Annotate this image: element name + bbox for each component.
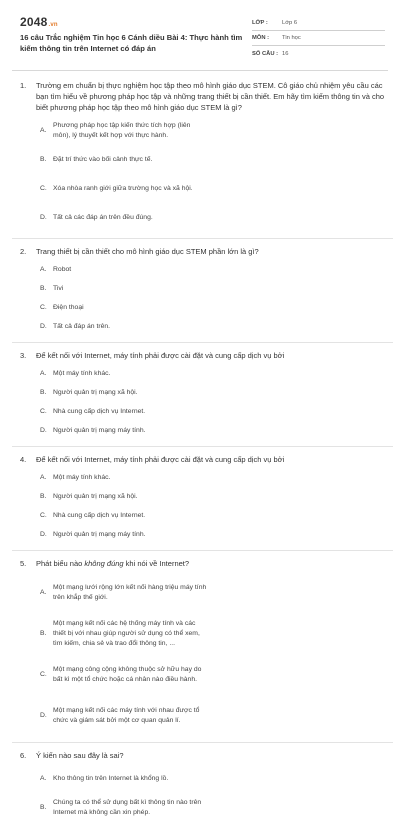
question-divider — [12, 550, 393, 551]
option-letter: B. — [40, 389, 47, 396]
option-b[interactable] — [40, 795, 215, 821]
option-text: Một máy tính khác. — [53, 474, 111, 481]
option-letter: D. — [40, 323, 47, 330]
option-b[interactable] — [40, 385, 215, 401]
option-letter: A. — [40, 474, 47, 481]
meta-table — [252, 16, 385, 61]
question-text: Ý kiến nào sau đây là sai? — [36, 751, 124, 760]
option-text: Một mạng lưới rộng lớn kết nối hàng triệu máy tính trên khắp thế giới. — [53, 584, 207, 601]
option-b[interactable] — [40, 615, 215, 653]
question-number: 5. — [20, 559, 27, 568]
option-text: Robot — [53, 266, 72, 273]
option-a[interactable] — [40, 262, 215, 278]
option-letter: B. — [40, 156, 47, 163]
option-b[interactable] — [40, 281, 215, 297]
option-d[interactable] — [40, 205, 215, 231]
brand-name: 2048 — [20, 15, 48, 29]
option-a[interactable] — [40, 366, 215, 382]
option-letter: A. — [40, 266, 47, 273]
option-a[interactable] — [40, 118, 215, 144]
brand-suffix: .vn — [48, 22, 58, 28]
option-d[interactable] — [40, 423, 215, 439]
option-text: Kho thông tin trên Internet là khổng lồ. — [53, 775, 169, 782]
document-header — [20, 12, 385, 64]
option-letter: C. — [40, 671, 47, 678]
option-letter: B. — [40, 630, 47, 637]
option-text: Người quản trị mạng máy tính. — [53, 427, 146, 434]
question-number: 4. — [20, 455, 27, 464]
meta-row-class — [252, 16, 385, 31]
option-d[interactable] — [40, 319, 215, 335]
option-grid — [20, 470, 385, 546]
question-divider — [12, 742, 393, 743]
option-c[interactable] — [40, 300, 215, 316]
option-grid — [20, 574, 385, 738]
option-text: Điện thoại — [53, 304, 84, 311]
option-letter: C. — [40, 304, 47, 311]
option-text: Xóa nhòa ranh giới giữa trường học và xã hội. — [53, 185, 193, 192]
question-text: Trang thiết bị cần thiết cho mô hình giáo dục STEM phần lớn là gì? — [36, 247, 259, 256]
option-letter: A. — [40, 775, 47, 782]
option-letter: A. — [40, 589, 47, 596]
option-letter: C. — [40, 512, 47, 519]
option-a[interactable] — [40, 574, 215, 612]
option-letter: D. — [40, 427, 47, 434]
option-text: Tivi — [53, 285, 64, 292]
meta-value: Lớp 6 — [282, 20, 298, 26]
option-text: Một máy tính khác. — [53, 370, 111, 377]
meta-value: 16 — [282, 50, 289, 57]
option-c[interactable] — [40, 508, 215, 524]
option-text: Phương pháp học tập kiến thức tích hợp (liên môn), lý thuyết kết hợp với thực hành. — [53, 122, 191, 139]
option-text: Một mạng kết nối các hệ thống máy tính và các thiết bị với nhau giúp người sử dụng có thể xem, tìm kiếm, chia sẻ và trao đổi thông tin, ... — [53, 620, 200, 647]
option-grid — [20, 766, 385, 824]
header-divider — [12, 70, 388, 71]
question-1 — [20, 80, 385, 239]
option-letter: A. — [40, 370, 47, 377]
option-grid — [20, 366, 385, 442]
question-text: Để kết nối với Internet, máy tính phải được cài đặt và cung cấp dịch vụ bởi — [36, 351, 285, 360]
question-number: 3. — [20, 351, 27, 360]
meta-label: SỐ CÂU : — [252, 50, 279, 57]
option-text: Tất cả các đáp án trên đều đúng. — [53, 214, 153, 221]
option-text: Tất cả đáp án trên. — [53, 323, 111, 330]
option-b[interactable] — [40, 147, 215, 173]
option-c[interactable] — [40, 656, 215, 694]
option-a[interactable] — [40, 470, 215, 486]
option-letter: D. — [40, 214, 47, 221]
option-letter: B. — [40, 285, 47, 292]
option-d[interactable] — [40, 697, 215, 735]
option-letter: B. — [40, 804, 47, 811]
option-text: Người quản trị mạng xã hội. — [53, 493, 138, 500]
question-number: 1. — [20, 81, 27, 90]
question-emphasis: không đúng — [84, 559, 124, 568]
option-c[interactable] — [40, 176, 215, 202]
question-divider — [12, 342, 393, 343]
option-text: Người quản trị mạng xã hội. — [53, 389, 138, 396]
question-text: Trường em chuẩn bị thực nghiệm học tập theo mô hình giáo dục STEM. Cô giáo chủ nhiệm yêu cầu các bạn tìm hiểu về phương pháp học tập và những trang thiết bị cần thiết. Em hãy tìm kiếm thông tin và cho biết phương pháp học tập theo mô hình giáo dục STEM là gì? — [36, 81, 385, 112]
option-letter: D. — [40, 712, 47, 719]
question-number: 6. — [20, 751, 27, 760]
option-text: Người quản trị mạng máy tính. — [53, 531, 146, 538]
option-letter: C. — [40, 408, 47, 415]
option-grid — [20, 118, 385, 234]
question-3 — [20, 350, 385, 447]
option-grid — [20, 262, 385, 338]
question-5 — [20, 558, 385, 743]
option-letter: D. — [40, 531, 47, 538]
meta-row-subject — [252, 31, 385, 46]
option-letter: B. — [40, 493, 47, 500]
site-logo[interactable] — [20, 15, 58, 29]
question-2 — [20, 246, 385, 343]
option-text: Chúng ta có thể sử dụng bất kì thông tin nào trên Internet mà không cần xin phép. — [53, 799, 202, 816]
option-text: Nhà cung cấp dịch vụ Internet. — [53, 512, 146, 519]
option-text: Nhà cung cấp dịch vụ Internet. — [53, 408, 146, 415]
option-text: Một mạng kết nối các máy tính với nhau được tổ chức và giám sát bởi một cơ quan quản lí. — [53, 707, 200, 724]
option-d[interactable] — [40, 527, 215, 543]
question-text-part: khi nói về Internet? — [123, 559, 190, 568]
question-text: Để kết nối với Internet, máy tính phải được cài đặt và cung cấp dịch vụ bởi — [36, 455, 285, 464]
question-list — [20, 80, 385, 831]
question-4 — [20, 454, 385, 551]
option-letter: A. — [40, 127, 47, 134]
option-c[interactable] — [40, 404, 215, 420]
meta-row-count — [252, 46, 385, 61]
meta-value: Tin học — [282, 35, 301, 41]
question-divider — [12, 446, 393, 447]
meta-label: LỚP : — [252, 20, 268, 26]
option-b[interactable] — [40, 489, 215, 505]
option-text: Đặt trí thức vào bối cảnh thực tế. — [53, 156, 153, 163]
question-divider — [12, 238, 393, 239]
option-a[interactable] — [40, 766, 215, 792]
option-text: Một mạng công cộng không thuộc sở hữu hay do bất kì một tổ chức hoặc cá nhân nào điều hành. — [53, 666, 202, 683]
question-number: 2. — [20, 247, 27, 256]
question-6 — [20, 750, 385, 824]
document-title: 16 câu Trắc nghiệm Tin học 6 Cánh diều Bài 4: Thực hành tìm kiếm thông tin trên Internet có đáp án — [20, 33, 243, 53]
option-letter: C. — [40, 185, 47, 192]
question-text — [36, 558, 385, 569]
meta-label: MÔN : — [252, 35, 270, 41]
question-text-part: Phát biểu nào — [36, 559, 85, 568]
